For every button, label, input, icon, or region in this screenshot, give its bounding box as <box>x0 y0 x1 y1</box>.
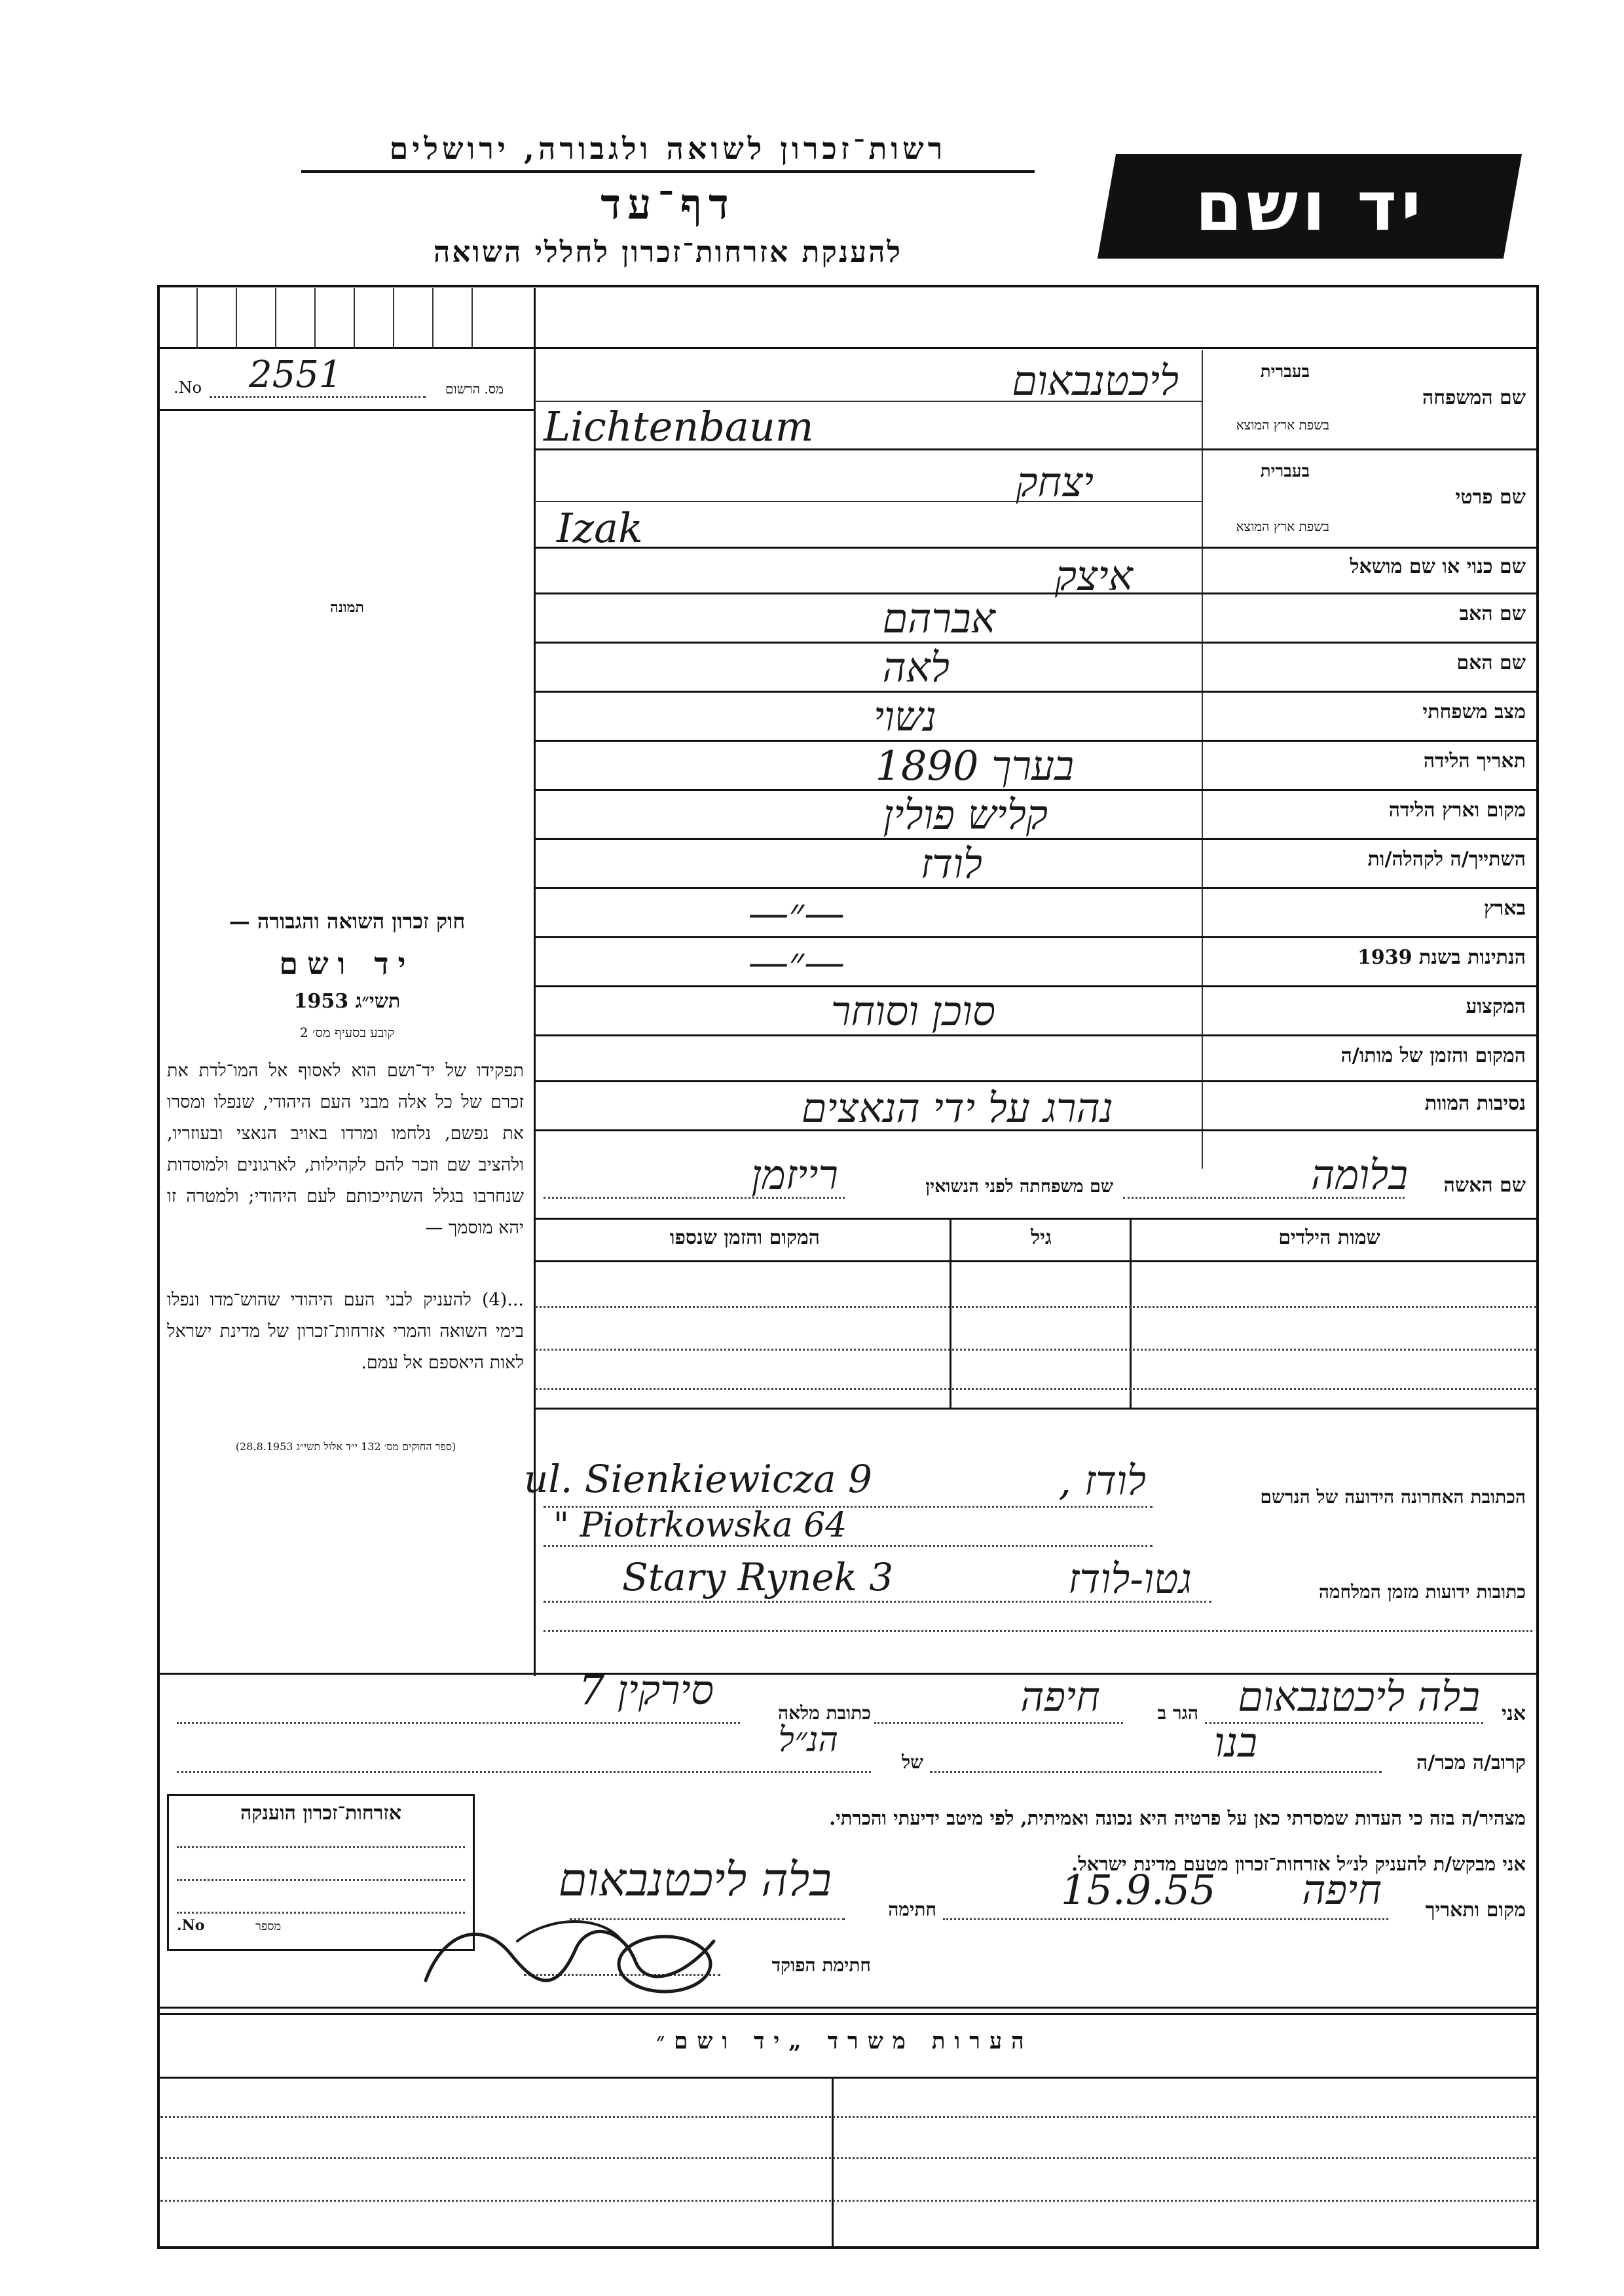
strip-cell-line <box>275 288 276 347</box>
war-address-value: Stary Rynek 3 <box>622 1555 894 1599</box>
war-address-label: כתובות ידועות מזמן המלחמה <box>1318 1581 1526 1603</box>
wife-maiden-dotline <box>544 1197 845 1199</box>
wife-maiden-value: רייזמן <box>751 1151 838 1199</box>
notes-row <box>160 2200 1536 2202</box>
place-date-dotline <box>943 1918 1388 1920</box>
relative-value: בנו <box>1214 1719 1257 1766</box>
row-line <box>535 448 1537 450</box>
notes-divider <box>832 2077 834 2247</box>
section-line <box>157 2013 1539 2015</box>
citizenship-box-number-label: מספר <box>255 1920 282 1933</box>
last-address-line1: ul. Sienkiewicza 9 <box>524 1457 872 1501</box>
last-address-line2: " Piotrkowska 64 <box>553 1506 847 1545</box>
row-line <box>535 985 1537 987</box>
law-year: תשי״ג 1953 <box>293 990 401 1013</box>
birthdate-value: בערך 1890 <box>875 742 1074 790</box>
address-dotline <box>544 1630 1532 1632</box>
last-address-label: הכתובת האחרונה הידועה של הנרשם <box>1260 1486 1526 1508</box>
label-divider <box>1202 350 1203 1169</box>
law-text-1: תפקידו של יד־ושם הוא לאסוף אל המו־לדת את זכרם של כל אלה מבני העם היהודי, שנפלו ומסרו את נפשם, נלחמו ומרדו באויב הנאצי ובעוזריו, ולהציב שם וזכר להם לקהילות, לארגונים ולמוסדות שנחרבו בגלל השתייכותם לעם היהודי; ולמטרה זו יהא מוסמך — <box>167 1061 524 1238</box>
local-lang-label: בשפת ארץ המוצא <box>1236 417 1329 433</box>
declaration-text: מצהיר/ה בזה כי העדות שמסרתי כאן על פרטיה היא נכונה ואמיתית, לפי מיטב ידיעתי והכרתי. <box>829 1807 1526 1829</box>
nickname-value: איצק <box>1054 552 1133 600</box>
row-line <box>535 1034 1537 1036</box>
strip-cell-line <box>236 288 237 347</box>
section-line <box>157 2007 1539 2009</box>
country-label: בארץ <box>1483 897 1526 920</box>
strip-cell-line <box>196 288 198 347</box>
registry-label: מס. הרשום <box>445 381 504 397</box>
children-col-place: המקום והזמן שנספו <box>669 1226 821 1249</box>
office-notes-title: הערות משרד „יד ושם״ <box>656 2028 1033 2054</box>
strip-cell-line <box>354 288 355 347</box>
children-col-age: גיל <box>1031 1226 1052 1249</box>
row-line <box>535 838 1537 840</box>
notes-line <box>157 2077 1539 2079</box>
row-line <box>535 501 1203 502</box>
table-row-line <box>535 1306 1537 1308</box>
father-value: אברהם <box>882 594 995 642</box>
date-value: 15.9.55 <box>1061 1866 1216 1914</box>
citizenship-box-line <box>177 1846 465 1848</box>
local-lang-label-2: בשפת ארץ המוצא <box>1236 519 1329 534</box>
yad-vashem-logo <box>1098 154 1522 259</box>
row-line <box>535 1080 1537 1082</box>
residing-label: הגר ב <box>1157 1702 1198 1724</box>
wife-maiden-label: שם משפחתה לפני הנשואין <box>925 1176 1113 1197</box>
law-name: יד ושם <box>279 946 415 981</box>
notes-row <box>160 2116 1536 2118</box>
death-circ-label: נסיבות המוות <box>1424 1092 1526 1115</box>
signature-label: חתימה <box>888 1899 936 1920</box>
mother-label: שם האם <box>1456 651 1526 674</box>
strip-cell-line <box>471 288 473 347</box>
full-address-label: כתובת מלאה <box>777 1702 871 1724</box>
strip-cell-line <box>393 288 394 347</box>
full-address-dotline <box>177 1722 740 1724</box>
family-name-label: שם המשפחה <box>1422 386 1526 409</box>
marital-label: מצב משפחתי <box>1422 701 1526 723</box>
last-address-city: לודז , <box>1058 1457 1146 1504</box>
first-name-hebrew: יצחק <box>1016 458 1094 506</box>
wife-label: שם האשה <box>1443 1174 1526 1197</box>
declarant-i-label: אני <box>1502 1702 1526 1725</box>
row-line <box>535 592 1537 594</box>
family-name-hebrew: ליכטנבאום <box>1012 357 1179 405</box>
nickname-label: שם כנוי או שם מושאל <box>1350 555 1526 578</box>
form-title: דף־עד <box>600 180 735 229</box>
place-value: חיפה <box>1302 1866 1382 1914</box>
law-citation: (ספר החוקים מס׳ 132 י״ד אלול תשי״ג 28.8.1953) <box>235 1440 456 1453</box>
row-line <box>535 936 1537 938</box>
row-line <box>535 401 1203 402</box>
death-circ-value: נהרג על ידי הנאצים <box>801 1084 1113 1132</box>
row-line <box>535 547 1537 549</box>
first-name-local: Izak <box>557 504 643 552</box>
mother-value: לאה <box>882 644 950 691</box>
strip-cell-line <box>432 288 434 347</box>
profession-value: סוכן וסוחר <box>830 987 995 1035</box>
citizenship-value: —״— <box>748 938 845 986</box>
top-strip-divider <box>157 347 1539 349</box>
citizenship-box-line <box>177 1912 465 1914</box>
birthplace-value: קליש פולין <box>883 791 1048 839</box>
death-place-label: המקום והזמן של מותו/ה <box>1340 1044 1526 1067</box>
row-line <box>535 1129 1537 1131</box>
photo-label: תמונה <box>330 599 364 616</box>
table-col-line <box>1130 1218 1132 1408</box>
full-address-value: סירקין 7 <box>578 1666 714 1714</box>
citizenship-label: הנתינות בשנת 1939 <box>1357 946 1526 969</box>
relative-dotline <box>930 1771 1382 1773</box>
father-label: שם האב <box>1459 602 1526 625</box>
of-value: הנ״ל <box>778 1721 838 1760</box>
form-subtitle: להענקת אזרחות־זכרון לחללי השואה <box>433 236 902 269</box>
war-address-city: גטו-לודז <box>1068 1555 1192 1603</box>
profession-label: המקצוע <box>1466 995 1526 1018</box>
citizenship-box-title: אזרחות־זכרון הוענקה <box>240 1802 402 1825</box>
country-value: —״— <box>748 889 845 937</box>
citizenship-box-line <box>177 1879 465 1881</box>
registry-number: 2551 <box>249 354 342 396</box>
table-row-line <box>535 1388 1537 1390</box>
notes-row <box>160 2157 1536 2159</box>
table-row-line <box>535 1349 1537 1351</box>
community-label: השתייך/ה לקהלה/ות <box>1367 848 1526 871</box>
family-name-local: Lichtenbaum <box>544 403 814 450</box>
row-line <box>535 887 1537 889</box>
birthdate-label: תאריך הלידה <box>1423 750 1526 773</box>
strip-cell-line <box>314 288 316 347</box>
official-signature-label: חתימת הפוקד <box>771 1954 871 1976</box>
row-line <box>535 691 1537 693</box>
hebrew-label: בעברית <box>1260 362 1310 382</box>
hebrew-label-2: בעברית <box>1260 462 1310 481</box>
photo-top-line <box>157 409 535 411</box>
citizenship-box-no-en: No. <box>177 1917 205 1934</box>
table-col-line <box>950 1218 951 1408</box>
table-header-line <box>535 1260 1537 1262</box>
community-value: לודז <box>920 840 982 888</box>
wife-dotline <box>1123 1197 1405 1199</box>
first-name-label: שם פרטי <box>1455 486 1526 509</box>
children-col-names: שמות הילדים <box>1278 1226 1380 1249</box>
logo-text: יד ושם <box>1194 166 1425 246</box>
authority-title: רשות־זכרון לשואה ולגבורה, ירושלים <box>301 131 1035 173</box>
marital-value: נשוי <box>873 693 936 740</box>
row-line <box>535 642 1537 644</box>
law-section: קובע בסעיף מס׳ 2 <box>299 1025 395 1040</box>
place-date-label: מקום ותאריך <box>1425 1899 1526 1922</box>
law-title: חוק זכרון השואה והגבורה — <box>229 909 466 934</box>
wife-value: בלומה <box>1311 1151 1408 1199</box>
birthplace-label: מקום וארץ הלידה <box>1388 799 1526 822</box>
no-label: No. <box>174 378 202 397</box>
law-text-2: ...(4) להעניק לבני העם היהודי שהוש־מדו ונפלו בימי השואה והמרי אזרחות־זכרון של מדינת ישראל לאות היאספם אל עמם. <box>167 1290 524 1373</box>
address-dotline <box>544 1601 1211 1603</box>
table-bottom-line <box>535 1408 1537 1410</box>
declarant-signature: בלה ליכטנבאום <box>558 1853 832 1906</box>
residing-value: חיפה <box>1020 1673 1100 1721</box>
row-line <box>535 1218 1537 1220</box>
declarant-name: בלה ליכטנבאום <box>1238 1673 1480 1721</box>
of-label: של <box>902 1751 923 1773</box>
registry-dotline <box>210 396 426 398</box>
relative-label: קרוב/ה מכר/ה <box>1416 1751 1526 1774</box>
address-dotline <box>544 1545 1153 1547</box>
request-text: אני מבקש/ת להעניק לנ״ל אזרחות־זכרון מטעם מדינת ישראל. <box>1071 1853 1526 1875</box>
of-dotline <box>177 1771 871 1773</box>
